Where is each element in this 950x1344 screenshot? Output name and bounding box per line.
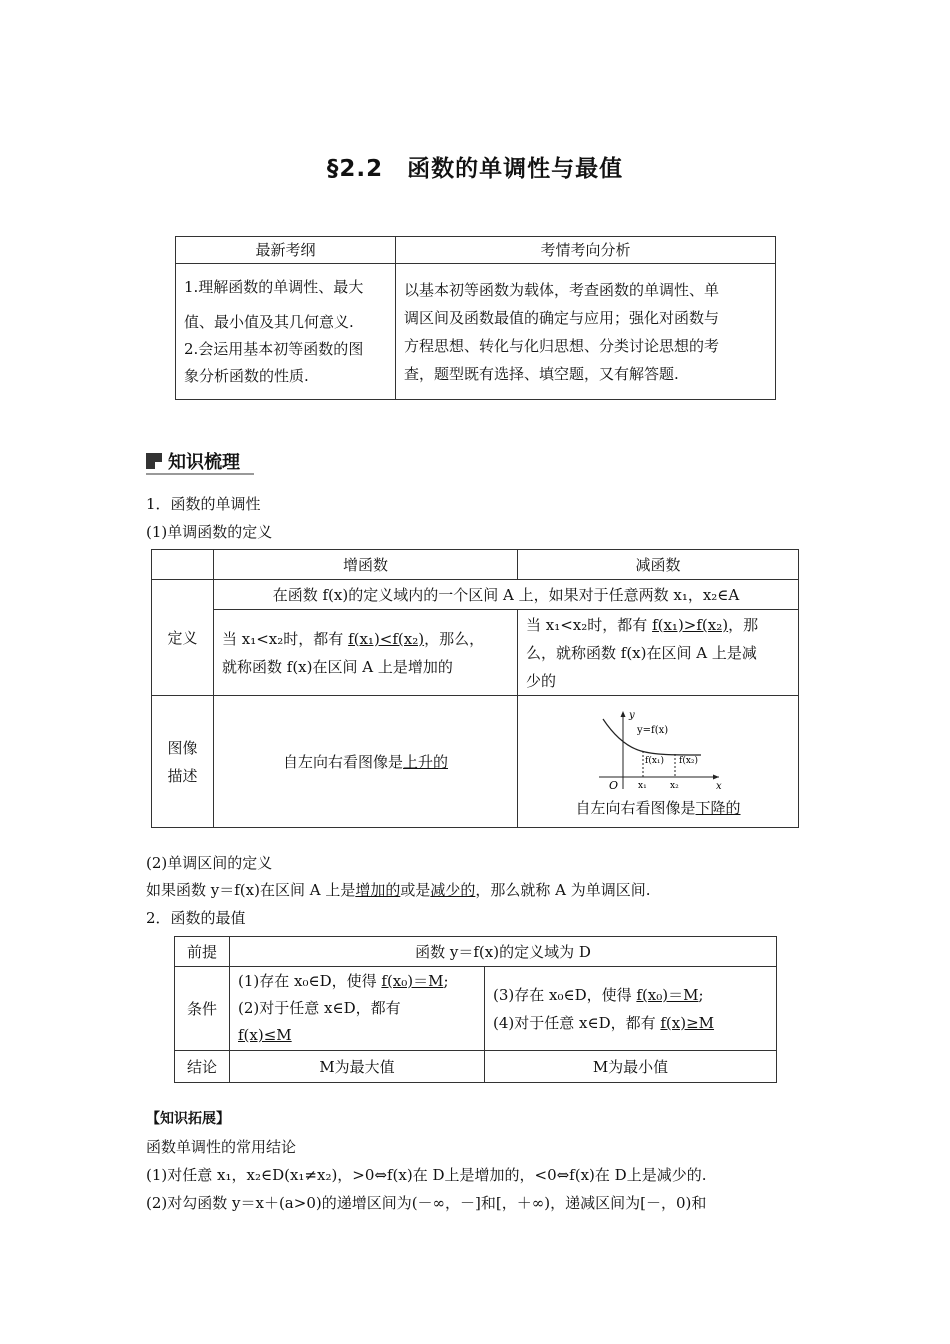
image-increasing: 自左向右看图像是上升的 <box>214 696 518 828</box>
section-heading: 知识梳理 <box>146 448 240 474</box>
row-conclusion: 结论 <box>175 1051 230 1083</box>
decreasing-graph <box>593 709 723 791</box>
definition-increasing: 当 x₁<x₂时，都有 f(x₁)<f(x₂)，那么， 就称函数 f(x)在区间 A 上是增加的 <box>214 610 518 696</box>
s2-title: 2．函数的最值 <box>146 909 246 927</box>
row-premise: 前提 <box>175 937 230 967</box>
header-increasing: 增函数 <box>214 550 518 580</box>
premise-text: 函数 y＝f(x)的定义域为 D <box>230 937 777 967</box>
x-arrow <box>713 775 719 780</box>
image-decreasing: y x O y=f(x) f(x₁) f(x₂) x₁ x₂ 自左向右看图像是下降的 <box>518 696 799 828</box>
condition-max: (1)存在 x₀∈D，使得 f(x₀)＝M; (2)对于任意 x∈D，都有 f(x)≤M <box>230 967 485 1051</box>
header-decreasing: 减函数 <box>518 550 799 580</box>
header-analysis: 考情考向分析 <box>396 237 776 264</box>
fx-label: y=f(x) <box>637 725 669 736</box>
x-label: x <box>716 781 722 791</box>
origin-label: O <box>609 779 619 791</box>
outline-cell: 1.理解函数的单调性、最大 值、最小值及其几何意义. 2.会运用基本初等函数的图 象分析函数的性质. <box>176 264 396 400</box>
y-arrow <box>621 711 626 717</box>
row-condition: 条件 <box>175 967 230 1051</box>
y-label: y <box>629 710 635 721</box>
definition-common: 在函数 f(x)的定义域内的一个区间 A 上，如果对于任意两数 x₁，x₂∈A <box>214 580 799 610</box>
page-title: §2.2 函数的单调性与最值 <box>326 156 624 182</box>
outline-table <box>175 236 776 400</box>
s1-sub1: (1)单调函数的定义 <box>146 523 273 541</box>
analysis-cell: 以基本初等函数为载体，考查函数的单调性、单 调区间及函数最值的确定与应用；强化对函数与 方程思想、转化与化归思想、分类讨论思想的考 查，题型既有选择、填空题，又有解答题. <box>396 264 776 400</box>
f2-label: f(x₂) <box>679 756 699 766</box>
condition-min: (3)存在 x₀∈D，使得 f(x₀)＝M; (4)对于任意 x∈D，都有 f(x)≥M <box>485 967 777 1051</box>
x2-label: x₂ <box>670 781 679 791</box>
extension-item-1: (1)对任意 x₁，x₂∈D(x₁≠x₂)，>0⇔f(x)在 D上是增加的，<0⇔f(x)在 D上是减少的. <box>146 1166 707 1184</box>
s1-sub2: (2)单调区间的定义 <box>146 854 273 872</box>
extremum-table <box>174 936 777 1083</box>
row-image: 图像 描述 <box>152 696 214 828</box>
x1-label: x₁ <box>638 781 647 791</box>
extension-item-2: (2)对勾函数 y＝x＋(a>0)的递增区间为(－∞，－]和[，＋∞)，递减区间为[－，0)和 <box>146 1194 707 1212</box>
square-icon <box>146 453 162 469</box>
extension-title: 【知识拓展】 <box>146 1111 230 1127</box>
conclusion-max: M为最大值 <box>230 1051 485 1083</box>
conclusion-min: M为最小值 <box>485 1051 777 1083</box>
row-definition: 定义 <box>152 580 214 696</box>
monotonic-table <box>151 549 799 828</box>
heading-underline <box>146 473 254 475</box>
definition-decreasing: 当 x₁<x₂时，都有 f(x₁)>f(x₂)，那 么，就称函数 f(x)在区间 A 上是减 少的 <box>518 610 799 696</box>
f1-label: f(x₁) <box>645 756 665 766</box>
extension-subtitle: 函数单调性的常用结论 <box>146 1138 297 1156</box>
header-outline: 最新考纲 <box>176 237 396 264</box>
s1-title: 1．函数的单调性 <box>146 495 261 513</box>
s1-sub2-text: 如果函数 y＝f(x)在区间 A 上是增加的或是减少的，那么就称 A 为单调区间. <box>146 881 651 899</box>
